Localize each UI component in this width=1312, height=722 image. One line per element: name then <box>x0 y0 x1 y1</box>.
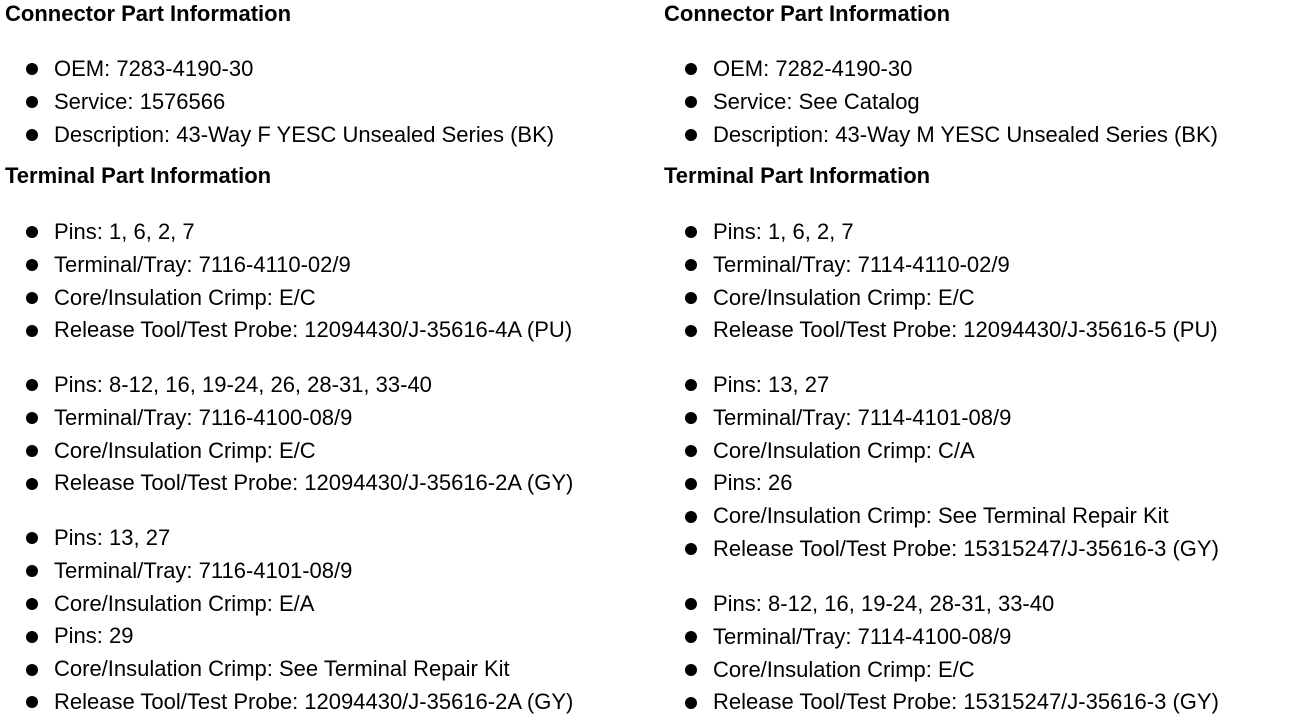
terminal-group-2 <box>5 369 573 500</box>
list-item <box>664 402 1219 435</box>
bullet-icon <box>685 631 697 643</box>
terminal-group-2 <box>664 369 1219 566</box>
bullet-icon <box>26 63 38 75</box>
item-text: Pins: 1, 6, 2, 7 <box>54 219 195 244</box>
terminal-group-3 <box>664 588 1219 719</box>
item-text: OEM: 7282-4190-30 <box>713 56 913 81</box>
list-item <box>5 86 554 119</box>
bullet-icon <box>26 565 38 577</box>
list-item <box>664 500 1219 533</box>
list-item <box>664 686 1219 719</box>
list-item <box>664 588 1219 621</box>
bullet-icon <box>685 412 697 424</box>
list-item <box>664 533 1219 566</box>
item-text: Pins: 13, 27 <box>54 525 171 550</box>
bullet-icon <box>26 259 38 271</box>
item-text: Release Tool/Test Probe: 12094430/J-35616-5 (PU) <box>713 317 1218 343</box>
list-item <box>664 53 1218 86</box>
item-text: Pins: 1, 6, 2, 7 <box>713 219 854 244</box>
item-text: Service: 1576566 <box>54 88 226 114</box>
terminal-group-3 <box>5 522 573 719</box>
bullet-icon <box>26 445 38 457</box>
list-item <box>664 369 1219 402</box>
list-item <box>5 314 572 347</box>
bullet-icon <box>26 129 38 141</box>
item-text: Terminal/Tray: 7116-4110-02/9 <box>54 251 351 277</box>
item-text: OEM: 7283-4190-30 <box>54 56 254 81</box>
bullet-icon <box>26 96 38 108</box>
list-item <box>664 621 1219 654</box>
item-text: Pins: 26 <box>713 470 793 496</box>
bullet-icon <box>26 478 38 490</box>
list-item <box>5 588 573 621</box>
item-text: Core/Insulation Crimp: See Terminal Repair Kit <box>713 503 1169 529</box>
list-item <box>5 119 554 152</box>
list-item <box>664 249 1218 282</box>
list-item <box>5 249 572 282</box>
list-item <box>5 653 573 686</box>
list-item <box>5 216 572 249</box>
item-text: Release Tool/Test Probe: 15315247/J-35616-3 (GY) <box>713 689 1219 715</box>
item-text: Core/Insulation Crimp: C/A <box>713 437 975 463</box>
item-text: Pins: 8-12, 16, 19-24, 28-31, 33-40 <box>713 591 1055 616</box>
bullet-icon <box>26 226 38 238</box>
bullet-icon <box>26 292 38 304</box>
item-text: Pins: 8-12, 16, 19-24, 26, 28-31, 33-40 <box>54 372 432 397</box>
bullet-icon <box>26 532 38 544</box>
bullet-icon <box>685 478 697 490</box>
bullet-icon <box>26 325 38 337</box>
bullet-icon <box>685 129 697 141</box>
bullet-icon <box>685 697 697 709</box>
bullet-icon <box>685 511 697 523</box>
item-text: Core/Insulation Crimp: E/C <box>54 437 316 463</box>
bullet-icon <box>685 325 697 337</box>
item-text: Pins: 13, 27 <box>713 372 830 397</box>
item-text: Terminal/Tray: 7116-4100-08/9 <box>54 404 353 430</box>
item-text: Terminal/Tray: 7114-4110-02/9 <box>713 251 1010 277</box>
item-text: Core/Insulation Crimp: E/C <box>713 284 975 310</box>
bullet-icon <box>685 445 697 457</box>
item-text: Core/Insulation Crimp: E/C <box>713 656 975 682</box>
list-item <box>5 555 573 588</box>
bullet-icon <box>685 292 697 304</box>
terminal-group-1 <box>664 216 1218 347</box>
bullet-icon <box>26 412 38 424</box>
item-text: Core/Insulation Crimp: E/C <box>54 284 316 310</box>
item-text: Terminal/Tray: 7116-4101-08/9 <box>54 557 353 583</box>
item-text: Release Tool/Test Probe: 12094430/J-35616-2A (GY) <box>54 688 574 714</box>
item-text: Service: See Catalog <box>713 88 920 114</box>
item-text: Core/Insulation Crimp: See Terminal Repair Kit <box>54 656 510 682</box>
bullet-icon <box>685 96 697 108</box>
bullet-icon <box>26 598 38 610</box>
list-item <box>5 522 573 555</box>
bullet-icon <box>685 598 697 610</box>
terminal-heading: Terminal Part Information <box>5 163 272 188</box>
bullet-icon <box>685 259 697 271</box>
item-text: Pins: 29 <box>54 623 134 649</box>
terminal-group-1 <box>5 216 572 347</box>
bullet-icon <box>26 696 38 708</box>
connector-heading: Connector Part Information <box>5 1 292 26</box>
item-text: Release Tool/Test Probe: 12094430/J-35616-4A (PU) <box>54 317 573 343</box>
bullet-icon <box>685 543 697 555</box>
bullet-icon <box>26 664 38 676</box>
list-item <box>664 435 1219 468</box>
list-item <box>5 369 573 402</box>
list-item <box>664 216 1218 249</box>
list-item <box>664 654 1219 687</box>
bullet-icon <box>685 664 697 676</box>
bullet-icon <box>685 379 697 391</box>
connector-heading: Connector Part Information <box>664 1 951 26</box>
item-text: Description: 43-Way F YESC Unsealed Series (BK) <box>54 121 555 147</box>
item-text: Description: 43-Way M YESC Unsealed Series (BK) <box>713 121 1218 147</box>
bullet-icon <box>26 631 38 643</box>
list-item <box>664 86 1218 119</box>
item-text: Core/Insulation Crimp: E/A <box>54 590 315 616</box>
list-item <box>5 686 573 719</box>
item-text: Release Tool/Test Probe: 12094430/J-35616-2A (GY) <box>54 470 574 496</box>
list-item <box>5 53 554 86</box>
list-item <box>5 282 572 315</box>
item-text: Release Tool/Test Probe: 15315247/J-35616-3 (GY) <box>713 535 1219 561</box>
list-item <box>664 119 1218 152</box>
list-item <box>664 282 1218 315</box>
connector-info-list <box>664 53 1218 151</box>
list-item <box>5 620 573 653</box>
list-item <box>664 314 1218 347</box>
item-text: Terminal/Tray: 7114-4101-08/9 <box>713 404 1012 430</box>
list-item <box>5 467 573 500</box>
item-text: Terminal/Tray: 7114-4100-08/9 <box>713 623 1012 649</box>
bullet-icon <box>685 63 697 75</box>
terminal-heading: Terminal Part Information <box>664 163 931 188</box>
connector-info-list <box>5 53 554 151</box>
bullet-icon <box>685 226 697 238</box>
list-item <box>5 402 573 435</box>
list-item <box>5 435 573 468</box>
bullet-icon <box>26 379 38 391</box>
list-item <box>664 467 1219 500</box>
